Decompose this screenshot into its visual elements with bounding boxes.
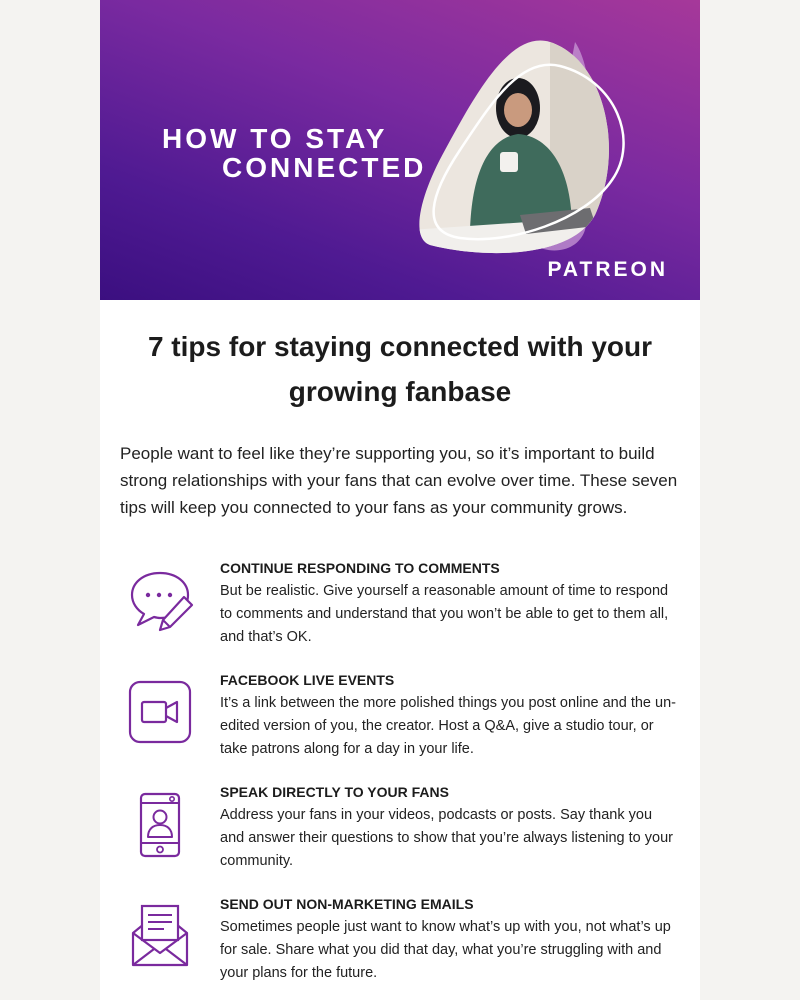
hero-photo [400,30,640,270]
tip-item [120,559,680,671]
tip-title: SPEAK DIRECTLY TO YOUR FANS [220,784,449,800]
tip-item [120,783,680,895]
tip-body [220,783,680,895]
tip-text: Sometimes people just want to know what’s up with you, not what’s up for sale. Share what you did that day, what you’re struggling with and your plans for the future. [220,919,671,981]
envelope-open-icon [120,895,220,1000]
patreon-logo[interactable]: PATREON [547,258,668,281]
tip-text: It’s a link between the more polished things you post online and the un-edited version of you, the creator. Host a Q&A, give a studio tour, or take patrons along for a day in your life. [220,695,676,757]
tip-body [220,895,680,1000]
tips-list [120,559,680,1000]
video-camera-icon [120,671,220,783]
tip-item [120,895,680,1000]
tip-title: SEND OUT NON-MARKETING EMAILS [220,896,474,912]
intro-paragraph: People want to feel like they’re supporting you, so it’s important to build strong relationships with your fans that can evolve over time. These seven tips will keep you connected to your fans as your community grows. [120,444,678,517]
email-container [100,0,700,1000]
phone-person-icon [120,783,220,895]
tip-body [220,559,680,671]
tip-title: CONTINUE RESPONDING TO COMMENTS [220,560,500,576]
tip-title: FACEBOOK LIVE EVENTS [220,672,395,688]
hero-banner [100,0,700,300]
email-content [100,300,700,1000]
hero-title-line1: HOW TO STAY [162,123,388,154]
tip-item [120,671,680,783]
tip-body [220,671,680,783]
hero-title-line2: CONNECTED [222,152,427,183]
headline: 7 tips for staying connected with your growing fanbase [147,331,653,407]
chat-bubble-pencil-icon [120,559,220,671]
tip-text: But be realistic. Give yourself a reasonable amount of time to respond to comments and understand that you won’t be able to get to them all, and that’s OK. [220,583,669,645]
tip-text: Address your fans in your videos, podcasts or posts. Say thank you and answer their questions to show that you’re always listening to your community. [220,807,673,869]
